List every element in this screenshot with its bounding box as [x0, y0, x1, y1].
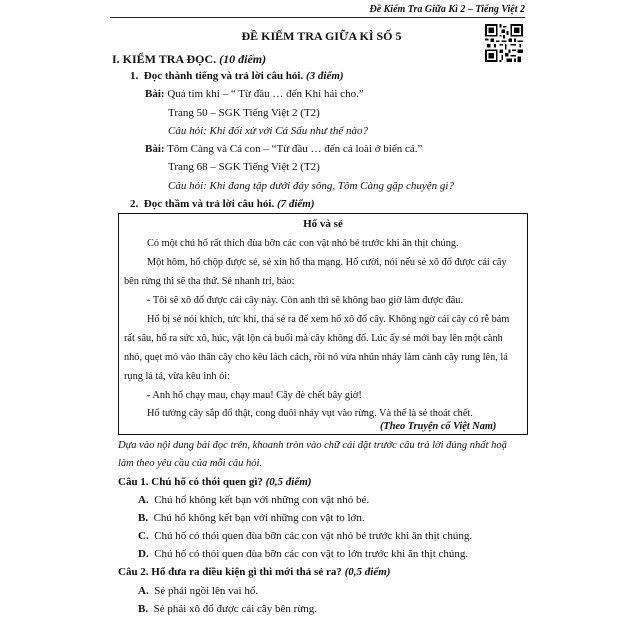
story-line: Một hôm, hổ chộp được sẻ, sẻ xin hổ tha mạng. Hổ cười, nói nếu sẻ xô đổ được cái cây [147, 257, 507, 268]
story-source: (Theo Truyện cổ Việt Nam) [380, 421, 497, 432]
story-title: Hổ và sẻ [303, 218, 343, 230]
q1-option-c[interactable]: C. Chú hổ có thói quen đùa bỡn các con vật nhỏ bé trước khi ăn thịt chúng. [138, 530, 473, 542]
q1-option-d[interactable]: D. Chú hổ có thói quen đùa bỡn các con vật to lớn trước khi ăn thịt chúng. [138, 548, 469, 560]
q2-option-a[interactable]: A. Sẻ phải ngồi lên vai hổ. [138, 585, 259, 597]
story-line: bên rừng thì sẽ tha thứ. Sẻ nhanh trí, bảo: [124, 276, 295, 287]
instructions-line: Dựa vào nội dung bài đọc trên, khoanh tròn vào chữ cái đặt trước câu trả lời đúng nhất hoặ [118, 440, 507, 451]
bai2-question: Câu hỏi: Khi đang tập dưới đáy sông, Tôm Càng gặp chuyện gì? [168, 180, 454, 192]
part1-heading: 1. Đọc thành tiếng và trả lời câu hỏi. (3 điểm) [130, 70, 344, 82]
story-line: rụng lả tả, vừa kêu inh ỏi: [124, 371, 230, 382]
story-line: - Tôi sẽ xô đổ được cái cây này. Còn anh thì sẽ không bao giờ làm được đâu. [147, 295, 464, 306]
story-line: Hổ tưởng cây sắp đổ thật, cong đuôi nhảy vụt vào rừng. Và thế là sẻ thoát chết. [147, 408, 473, 419]
section-heading: I. KIỂM TRA ĐỌC. (10 điểm) [112, 52, 267, 66]
question-1-label: Câu 1. Chú hổ có thói quen gì? (0,5 điểm) [118, 476, 312, 488]
question-2-label: Câu 2. Hổ đưa ra điều kiện gì thì mới thả sẻ ra? (0,5 điểm) [118, 566, 391, 578]
q2-option-b[interactable]: B. Sẻ phải xô đổ được cái cây bên rừng. [138, 603, 318, 615]
part2-heading: 2. Đọc thầm và trả lời câu hỏi. (7 điểm) [130, 198, 315, 210]
story-line: rất sâu, hổ ra sức xô, húc, vật lộn cả buổi mà cây không đổ. Lúc ấy sẻ mới bay lên một cành [124, 333, 503, 344]
running-header: Đề Kiểm Tra Giữa Kì 2 – Tiếng Việt 2 [369, 4, 525, 15]
instructions-line: làm theo yêu cầu của mỗi câu hỏi. [118, 458, 263, 469]
bai1-line: Bài: Quả tim khỉ – “ Từ đầu … đến Khỉ hái cho.” [145, 88, 364, 100]
q1-option-b[interactable]: B. Chú hổ không kết bạn với những con vật to lớn. [138, 512, 365, 524]
bai1-page: Trang 50 – SGK Tiếng Việt 2 (T2) [168, 107, 320, 119]
header-rule [110, 17, 525, 18]
bai2-line: Bài: Tôm Càng và Cá con – “Từ đầu … đến cá loài ở biển cả.” [145, 143, 423, 155]
q1-option-a[interactable]: A. Chú hổ không kết bạn với những con vật nhỏ bé. [138, 494, 370, 506]
exam-title: ĐỀ KIỂM TRA GIỮA KÌ SỐ 5 [241, 29, 402, 43]
bai1-question: Câu hỏi: Khỉ đối xử với Cá Sấu như thế nào? [168, 125, 368, 137]
story-line: - Anh hổ chạy mau, chạy mau! Cây đè chết bây giờ! [147, 390, 362, 401]
story-line: Hổ bị sẻ nói khích, tức khí, thả sẻ ra để xem hổ xô đổ cây. Không ngờ cái cây có rễ bám [147, 314, 510, 325]
story-line: nhỏ, quẹt mỏ vào thân cây cho kêu lách cách, rồi nó vừa nhún nhảy làm cành cây rung lên, lá [124, 352, 508, 363]
story-line: Có một chú hổ rất thích đùa bỡn các con vật nhỏ bé trước khi ăn thịt chúng. [147, 238, 459, 249]
bai2-page: Trang 68 – SGK Tiếng Việt 2 (T2) [168, 161, 320, 173]
